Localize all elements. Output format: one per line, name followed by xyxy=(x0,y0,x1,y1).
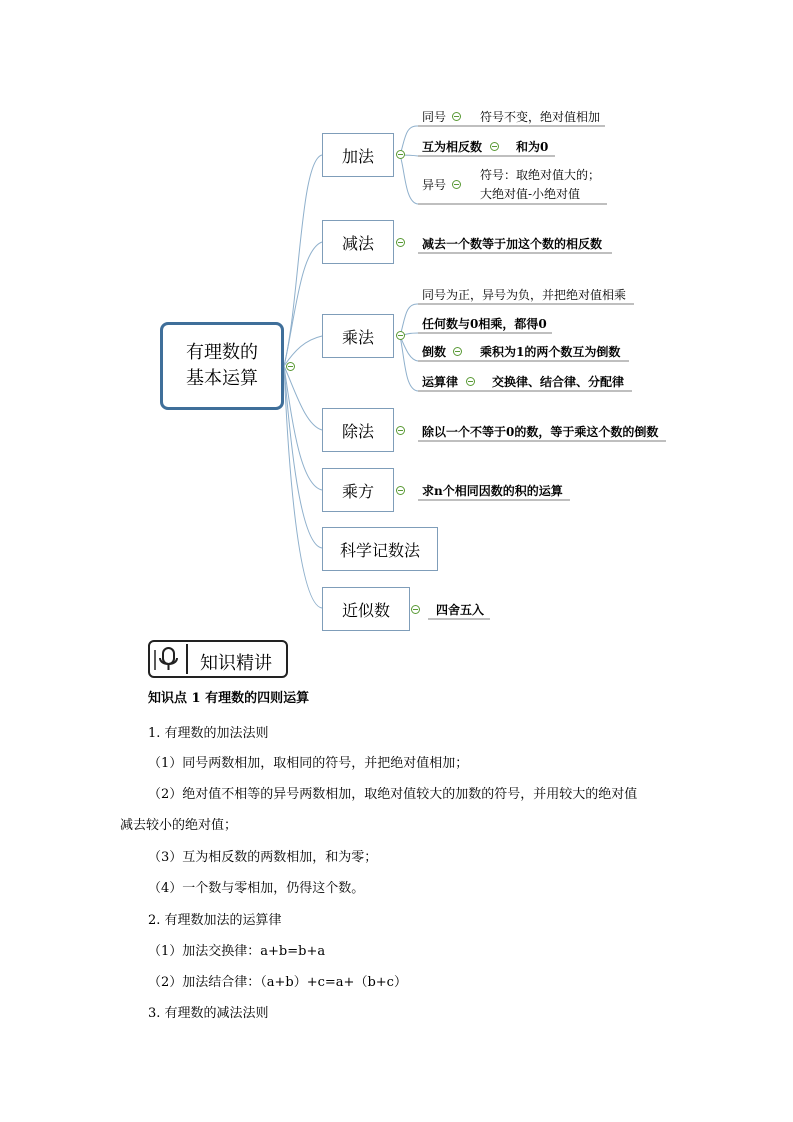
paragraph: 2. 有理数加法的运算律 xyxy=(148,913,282,928)
multiply-laws-rule: 交换律、结合律、分配律 xyxy=(492,375,625,389)
add-opposite: 互为相反数 xyxy=(422,140,483,154)
collapse-icon[interactable] xyxy=(396,150,405,159)
branch-label: 加法 xyxy=(341,146,374,166)
branch-approximation xyxy=(322,587,410,631)
knowledge-callout xyxy=(148,640,288,678)
branch-label: 减法 xyxy=(341,233,374,253)
paragraph: （1）加法交换律：a+b=b+a xyxy=(148,944,326,959)
branch-subtraction xyxy=(322,220,394,264)
branch-addition xyxy=(322,133,394,177)
callout-label: 知识精讲 xyxy=(200,653,272,674)
branch-label: 近似数 xyxy=(341,600,390,620)
branch-label: 除法 xyxy=(341,421,374,441)
branch-multiplication xyxy=(322,314,394,358)
paragraph: （2）加法结合律：（a+b）+c=a+（b+c） xyxy=(148,975,407,990)
root-line2: 基本运算 xyxy=(186,368,258,389)
divide-rule: 除以一个不等于0的数，等于乘这个数的倒数 xyxy=(422,425,659,439)
add-opposite-rule: 和为0 xyxy=(516,140,549,154)
add-diff-sign-rule2: 大绝对值-小绝对值 xyxy=(480,187,581,201)
paragraph: 减去较小的绝对值； xyxy=(120,818,238,833)
collapse-icon[interactable] xyxy=(452,112,461,121)
power-rule: 求n个相同因数的积的运算 xyxy=(422,484,563,498)
multiply-rule1: 同号为正，异号为负，并把绝对值相乘 xyxy=(422,288,627,302)
collapse-icon[interactable] xyxy=(466,377,475,386)
root-node xyxy=(160,322,284,410)
microphone-icon xyxy=(152,644,188,674)
collapse-icon[interactable] xyxy=(396,238,405,247)
collapse-icon[interactable] xyxy=(396,486,405,495)
branch-power xyxy=(322,468,394,512)
branch-label: 乘方 xyxy=(341,481,374,501)
branch-label: 科学记数法 xyxy=(339,540,420,560)
collapse-icon[interactable] xyxy=(396,331,405,340)
multiply-reciprocal: 倒数 xyxy=(422,345,447,359)
paragraph: （4）一个数与零相加，仍得这个数。 xyxy=(148,881,365,896)
add-diff-sign-rule1: 符号：取绝对值大的； xyxy=(480,168,601,182)
collapse-icon[interactable] xyxy=(286,362,295,371)
paragraph: 3. 有理数的减法法则 xyxy=(148,1006,269,1021)
collapse-icon[interactable] xyxy=(396,426,405,435)
approx-rule: 四舍五入 xyxy=(436,603,485,617)
paragraph: （3）互为相反数的两数相加，和为零； xyxy=(148,850,378,865)
collapse-icon[interactable] xyxy=(453,347,462,356)
multiply-rule2: 任何数与0相乘，都得0 xyxy=(422,317,547,331)
add-same-sign: 同号 xyxy=(422,110,447,124)
root-line1: 有理数的 xyxy=(186,342,258,363)
paragraph: （1）同号两数相加，取相同的符号，并把绝对值相加； xyxy=(148,756,469,771)
collapse-icon[interactable] xyxy=(490,142,499,151)
section-heading: 知识点 1 有理数的四则运算 xyxy=(148,691,310,706)
multiply-reciprocal-rule: 乘积为1的两个数互为倒数 xyxy=(480,345,621,359)
collapse-icon[interactable] xyxy=(452,180,461,189)
subtract-rule: 减去一个数等于加这个数的相反数 xyxy=(422,237,603,251)
branch-scientific-notation xyxy=(322,527,438,571)
multiply-laws: 运算律 xyxy=(422,375,459,389)
add-same-sign-rule: 符号不变，绝对值相加 xyxy=(480,110,601,124)
paragraph: 1. 有理数的加法法则 xyxy=(148,726,269,741)
branch-label: 乘法 xyxy=(341,327,374,347)
branch-division xyxy=(322,408,394,452)
collapse-icon[interactable] xyxy=(411,605,420,614)
paragraph: （2）绝对值不相等的异号两数相加，取绝对值较大的加数的符号，并用较大的绝对值 xyxy=(148,787,638,802)
add-diff-sign: 异号 xyxy=(422,178,447,192)
